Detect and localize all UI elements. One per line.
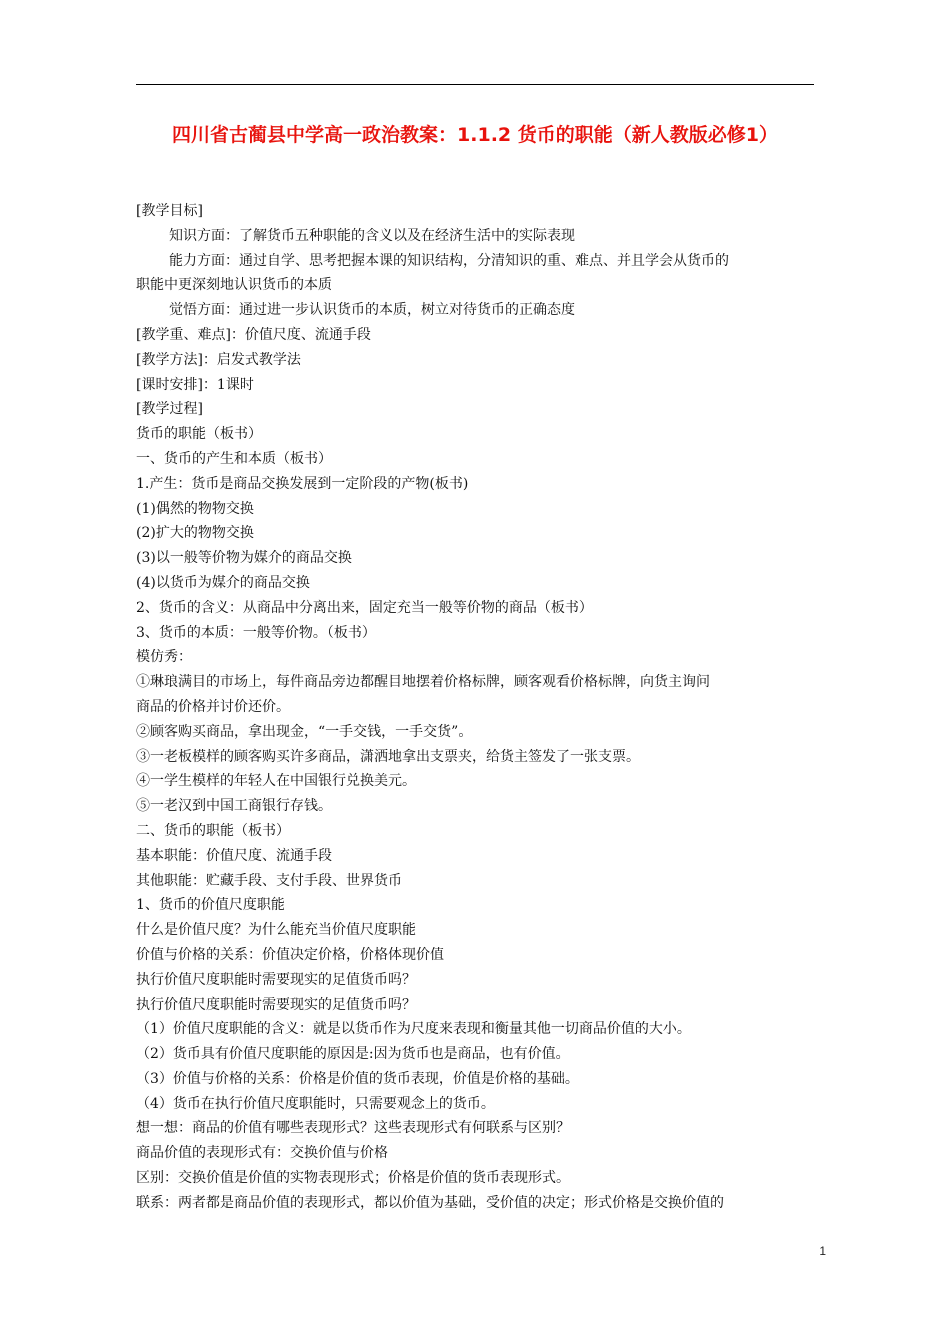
text-line: 商品价值的表现形式有：交换价值与价格 [136, 1145, 388, 1162]
text-line: (3)以一般等价物为媒介的商品交换 [136, 550, 352, 567]
text-line: 其他职能：贮藏手段、支付手段、世界货币 [136, 872, 402, 889]
text-line: 1、货币的价值尺度职能 [136, 897, 285, 914]
text-line: 价值与价格的关系：价值决定价格，价格体现价值 [136, 946, 444, 963]
text-line: [教学方法]：启发式教学法 [136, 351, 301, 368]
text-line: 想一想：商品的价值有哪些表现形式？这些表现形式有何联系与区别？ [136, 1120, 570, 1137]
text-line: 能力方面：通过自学、思考把握本课的知识结构，分清知识的重、难点、并且学会从货币的 [169, 252, 729, 269]
text-line: （1）价值尺度职能的含义：就是以货币作为尺度来表现和衡量其他一切商品价值的大小。 [136, 1021, 691, 1038]
text-line: （4）货币在执行价值尺度职能时，只需要观念上的货币。 [136, 1095, 495, 1112]
text-line: 二、货币的职能（板书） [136, 822, 290, 839]
text-line: (1)偶然的物物交换 [136, 500, 254, 517]
text-line: 1.产生：货币是商品交换发展到一定阶段的产物(板书) [136, 475, 469, 492]
text-line: 觉悟方面：通过进一步认识货币的本质，树立对待货币的正确态度 [169, 302, 575, 319]
text-line: 区别：交换价值是价值的实物表现形式；价格是价值的货币表现形式。 [136, 1170, 570, 1187]
text-line: 执行价值尺度职能时需要现实的足值货币吗？ [136, 996, 416, 1013]
text-line: 一、货币的产生和本质（板书） [136, 450, 332, 467]
text-line: ③一老板模样的顾客购买许多商品，潇洒地拿出支票夹，给货主签发了一张支票。 [136, 748, 640, 765]
text-line: ⑤一老汉到中国工商银行存钱。 [136, 798, 332, 815]
text-line: 2、货币的含义：从商品中分离出来，固定充当一般等价物的商品（板书） [136, 599, 593, 616]
text-line: 货币的职能（板书） [136, 426, 262, 443]
header-rule [136, 84, 814, 85]
text-line: 3、货币的本质：一般等价物。（板书） [136, 624, 376, 641]
text-line: [教学目标] [136, 203, 203, 219]
text-line: ④一学生模样的年轻人在中国银行兑换美元。 [136, 773, 416, 790]
text-line: 模仿秀： [136, 649, 192, 666]
text-line: (2)扩大的物物交换 [136, 525, 254, 542]
text-line: 联系：两者都是商品价值的表现形式，都以价值为基础，受价值的决定；形式价格是交换价值的 [136, 1194, 724, 1211]
text-line: 知识方面：了解货币五种职能的含义以及在经济生活中的实际表现 [169, 227, 575, 244]
text-line: 执行价值尺度职能时需要现实的足值货币吗？ [136, 971, 416, 988]
text-line: （2）货币具有价值尺度职能的原因是:因为货币也是商品，也有价值。 [136, 1046, 570, 1063]
text-line: ①琳琅满目的市场上，每件商品旁边都醒目地摆着价格标牌，顾客观看价格标牌，向货主询问 [136, 674, 710, 691]
text-line: 基本职能：价值尺度、流通手段 [136, 847, 332, 864]
text-line: （3）价值与价格的关系：价格是价值的货币表现，价值是价格的基础。 [136, 1070, 579, 1087]
text-line: ②顾客购买商品，拿出现金，“一手交钱，一手交货”。 [136, 723, 473, 740]
text-line: [教学过程] [136, 401, 203, 418]
page-number: 1 [819, 1244, 826, 1258]
text-line: [教学重、难点]：价值尺度、流通手段 [136, 326, 371, 343]
text-line: 职能中更深刻地认识货币的本质 [136, 277, 332, 294]
text-line: [课时安排]：1课时 [136, 376, 254, 393]
text-line: 什么是价值尺度？为什么能充当价值尺度职能 [136, 922, 416, 939]
document-title: 四川省古蔺县中学高一政治教案：1.1.2 货币的职能（新人教版必修1） [172, 124, 778, 146]
text-line: 商品的价格并讨价还价。 [136, 698, 290, 715]
document-body [136, 199, 816, 1216]
text-line: (4)以货币为媒介的商品交换 [136, 574, 310, 591]
